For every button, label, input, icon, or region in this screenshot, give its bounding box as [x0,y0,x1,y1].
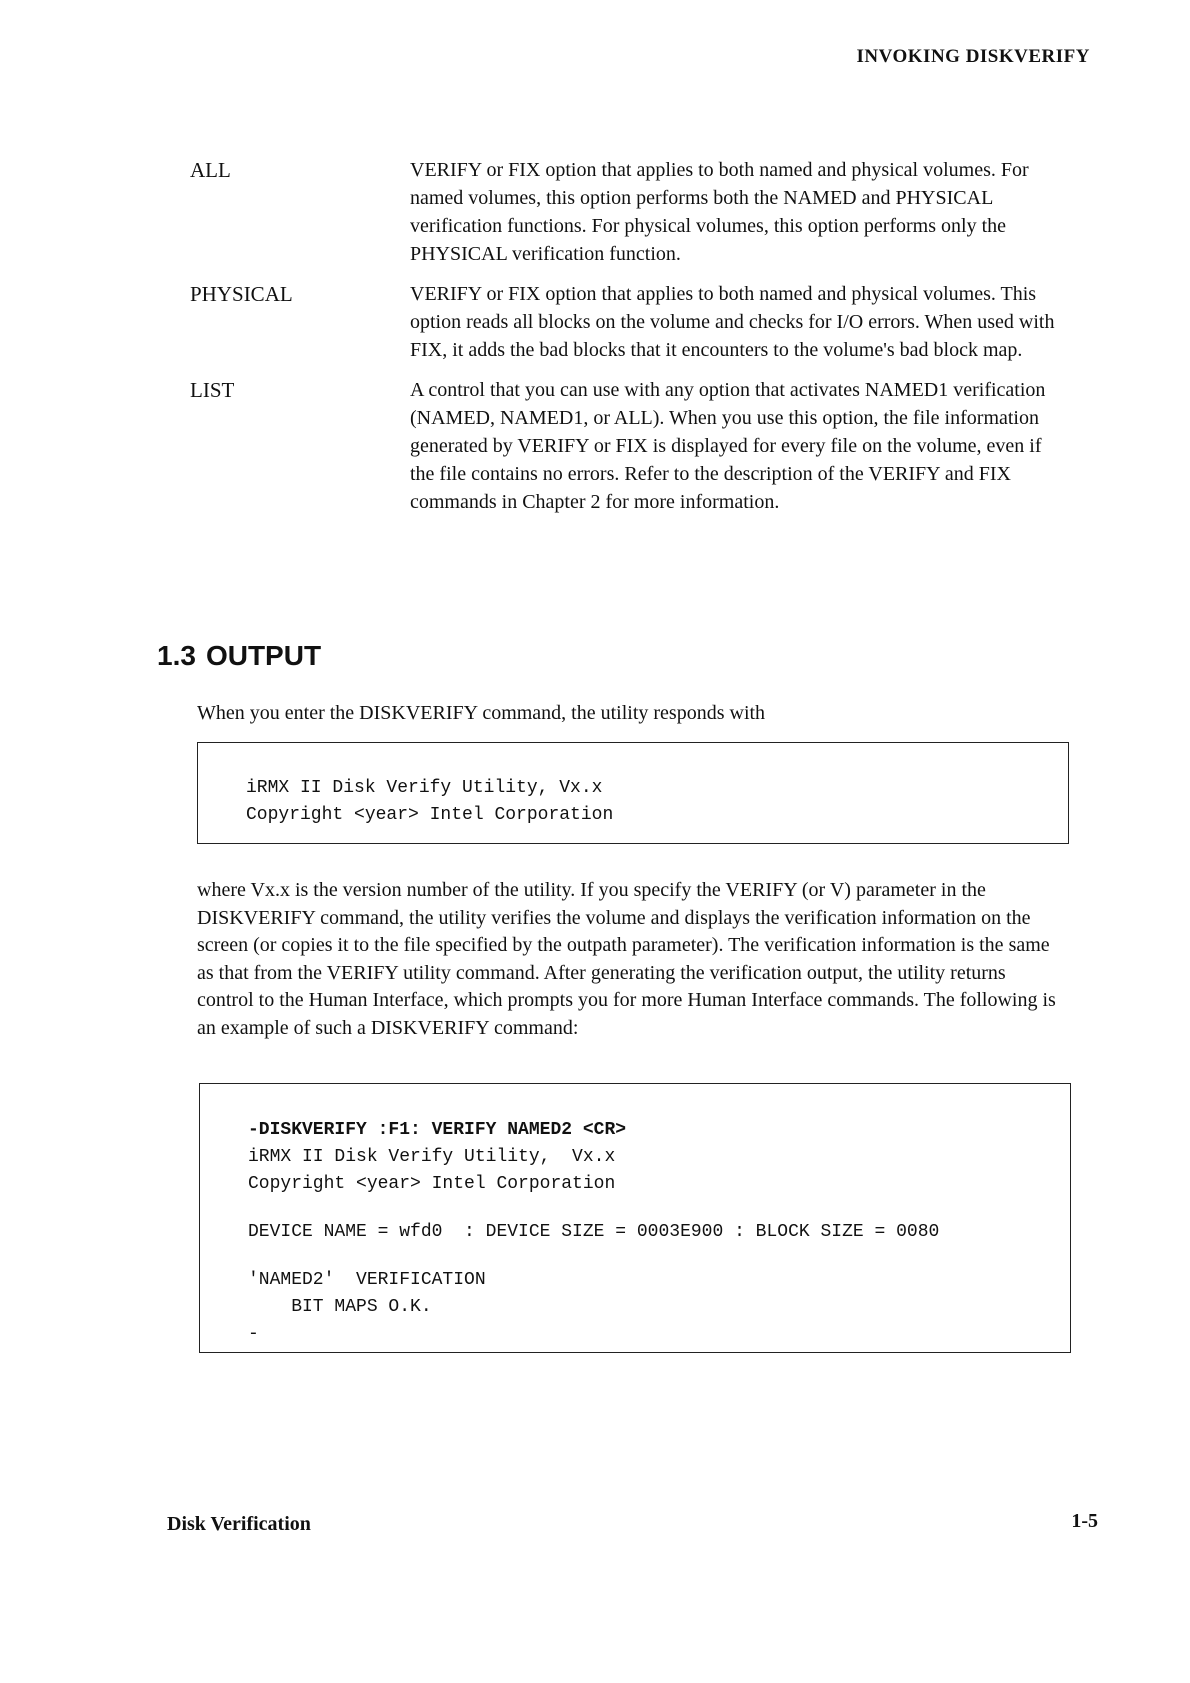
code-line: iRMX II Disk Verify Utility, Vx.x [248,1147,616,1167]
code-block-example [199,1083,1071,1353]
definition-term: LIST [190,378,235,402]
definition-list [190,156,1090,528]
definition-item-all [190,156,1090,268]
definition-description: VERIFY or FIX option that applies to both named and physical volumes. For named volumes, this option performs both the NAMED and PHYSICAL verification functions. For physical volumes, this option performs only the PHYSICAL verification function. [410,159,1029,265]
definition-term: PHYSICAL [190,282,293,306]
bitmaps-status-line: BIT MAPS O.K. [248,1297,432,1317]
command-line: -DISKVERIFY :F1: VERIFY NAMED2 <CR> [248,1120,627,1140]
definition-term: ALL [190,158,231,182]
device-info-line: DEVICE NAME = wfd0 : DEVICE SIZE = 0003E900 : BLOCK SIZE = 0080 [248,1222,940,1242]
running-header: INVOKING DISKVERIFY [856,46,1090,67]
code-line: Copyright <year> Intel Corporation [248,1174,616,1194]
footer-title: Disk Verification [167,1513,311,1535]
page-number: 1-5 [1071,1510,1098,1532]
verification-line: 'NAMED2' VERIFICATION [248,1270,486,1290]
definition-item-list [190,376,1090,516]
section-title: OUTPUT [205,640,322,671]
code-block-banner [197,742,1069,844]
definition-description: VERIFY or FIX option that applies to both named and physical volumes. This option reads all blocks on the volume and checks for I/O errors. When used with FIX, it adds the bad blocks that it encounters to the volume's bad block map. [410,283,1055,361]
definition-description: A control that you can use with any option that activates NAMED1 verification (NAMED, NAMED1, or ALL). When you use this option, the file information generated by VERIFY or FIX is displayed for every file on the volume, even if the file contains no errors. Refer to the description of the VERIFY and FIX commands in Chapter 2 for more information. [410,379,1046,513]
definition-item-physical [190,280,1090,364]
intro-paragraph: When you enter the DISKVERIFY command, the utility responds with [197,702,766,724]
code-line: Copyright <year> Intel Corporation [246,805,614,825]
body-paragraph: where Vx.x is the version number of the utility. If you specify the VERIFY (or V) parameter in the DISKVERIFY command, the utility verifies the volume and displays the verification information on the screen (or copies it to the file specified by the outpath parameter). The verification information is the same as that from the VERIFY utility command. After generating the verification output, the utility returns control to the Human Interface, which prompts you for more Human Interface commands. The following is an example of such a DISKVERIFY command: [197,879,1056,1039]
prompt-line: - [248,1324,259,1344]
section-heading [157,640,321,672]
code-line: iRMX II Disk Verify Utility, Vx.x [246,778,603,798]
section-number: 1.3 [157,640,196,671]
